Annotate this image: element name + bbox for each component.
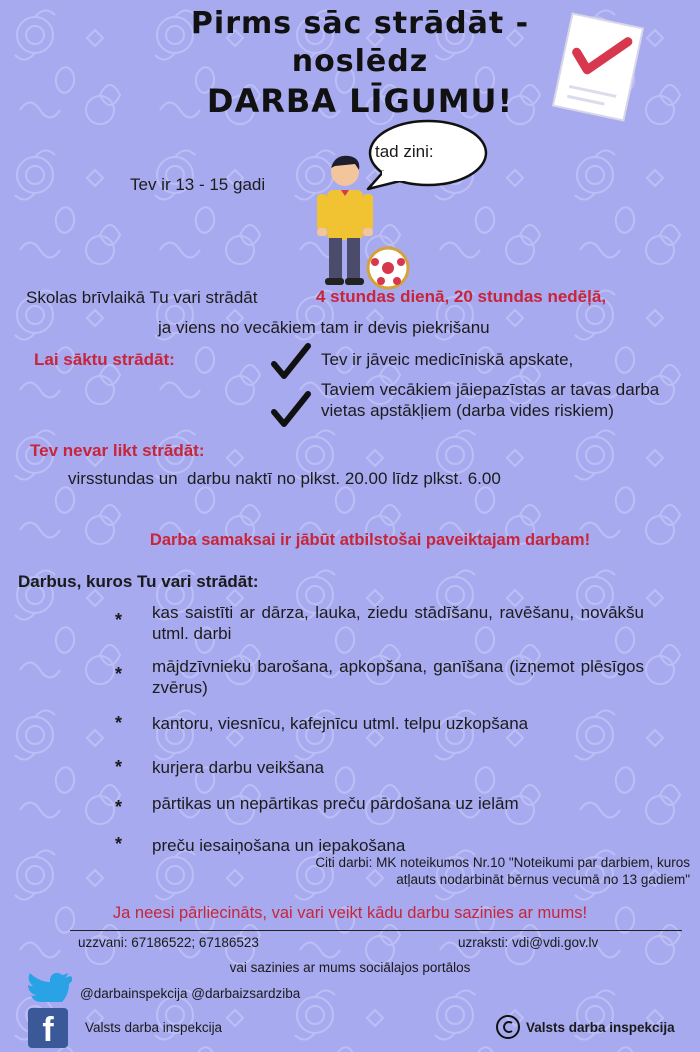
start-heading: Lai sāktu strādāt: [34, 350, 175, 369]
other-jobs-line2: atļauts nodarbināt bērnus vecumā no 13 gadiem" [396, 872, 690, 887]
copyright-icon [495, 1014, 521, 1040]
bullet-star: * [115, 664, 123, 684]
phone-text[interactable]: uzzvani: 67186522; 67186523 [78, 935, 259, 950]
bullet-star: * [115, 610, 123, 630]
forbidden-text: virsstundas un darbu naktī no plkst. 20.00 līdz plkst. 6.00 [68, 469, 501, 488]
bullet-star: * [115, 797, 123, 817]
bullet-star: * [115, 757, 123, 777]
age-text: Tev ir 13 - 15 gadi [130, 175, 266, 194]
job-item-2: mājdzīvnieku barošana, apkopšana, ganīšana (izņemot plēsīgos zvērus) [152, 657, 644, 697]
title-line1: Pirms sāc strādāt - [190, 6, 530, 41]
email-link[interactable]: uzraksti: vdi@vdi.gov.lv [458, 935, 599, 950]
facebook-icon[interactable]: f [28, 1008, 68, 1048]
job-item-5: pārtikas un nepārtikas preču pārdošana uz ielām [152, 794, 519, 813]
bullet-star: * [115, 713, 123, 733]
twitter-handles[interactable]: @darbainspekcija @darbaizsardziba [80, 986, 301, 1001]
start-item-1: Tev ir jāveic medicīniskā apskate, [321, 350, 574, 369]
copyright-text: Valsts darba inspekcija [526, 1020, 675, 1035]
check-icon [270, 342, 312, 380]
pay-note: Darba samaksai ir jābūt atbilstošai paveiktajam darbam! [149, 531, 591, 549]
jobs-heading: Darbus, kuros Tu vari strādāt: [18, 572, 259, 591]
boy-with-ball-illustration [305, 150, 420, 290]
other-jobs-line1: Citi darbi: MK noteikumos Nr.10 "Noteikumi par darbiem, kuros [315, 855, 690, 870]
job-item-1: kas saistīti ar dārza, lauka, ziedu stādīšanu, ravēšanu, novākšu utml. darbi [152, 603, 644, 643]
forbidden-heading: Tev nevar likt strādāt: [30, 441, 205, 460]
hours-consent: ja viens no vecākiem tam ir devis piekrišanu [158, 318, 490, 337]
job-item-3: kantoru, viesnīcu, kafejnīcu utml. telpu uzkopšana [152, 714, 529, 733]
title-line3: DARBA LĪGUMU! [206, 82, 514, 120]
job-item-6: preču iesaiņošana un iepakošana [152, 836, 406, 855]
job-item-4: kurjera darbu veikšana [152, 758, 324, 777]
check-icon [270, 390, 312, 428]
divider-line [70, 930, 682, 931]
bubble-text: tad zini: [375, 142, 434, 161]
hours-prefix: Skolas brīvlaikā Tu vari strādāt [26, 288, 258, 307]
hours-highlight: 4 stundas dienā, 20 stundas nedēļā, [316, 287, 607, 306]
title-line2: noslēdz [291, 44, 429, 79]
start-item-2: Taviem vecākiem jāiepazīstas ar tavas darba vietas apstākļiem (darba vides riskiem) [321, 380, 660, 420]
twitter-icon[interactable] [24, 970, 72, 1002]
bullet-star: * [115, 834, 123, 854]
checklist-icon [548, 12, 648, 122]
social-text: vai sazinies ar mums sociālajos portālos [229, 960, 471, 975]
contact-cta: Ja neesi pārliecināts, vai vari veikt kādu darbu sazinies ar mums! [112, 904, 588, 922]
facebook-name[interactable]: Valsts darba inspekcija [85, 1020, 223, 1035]
